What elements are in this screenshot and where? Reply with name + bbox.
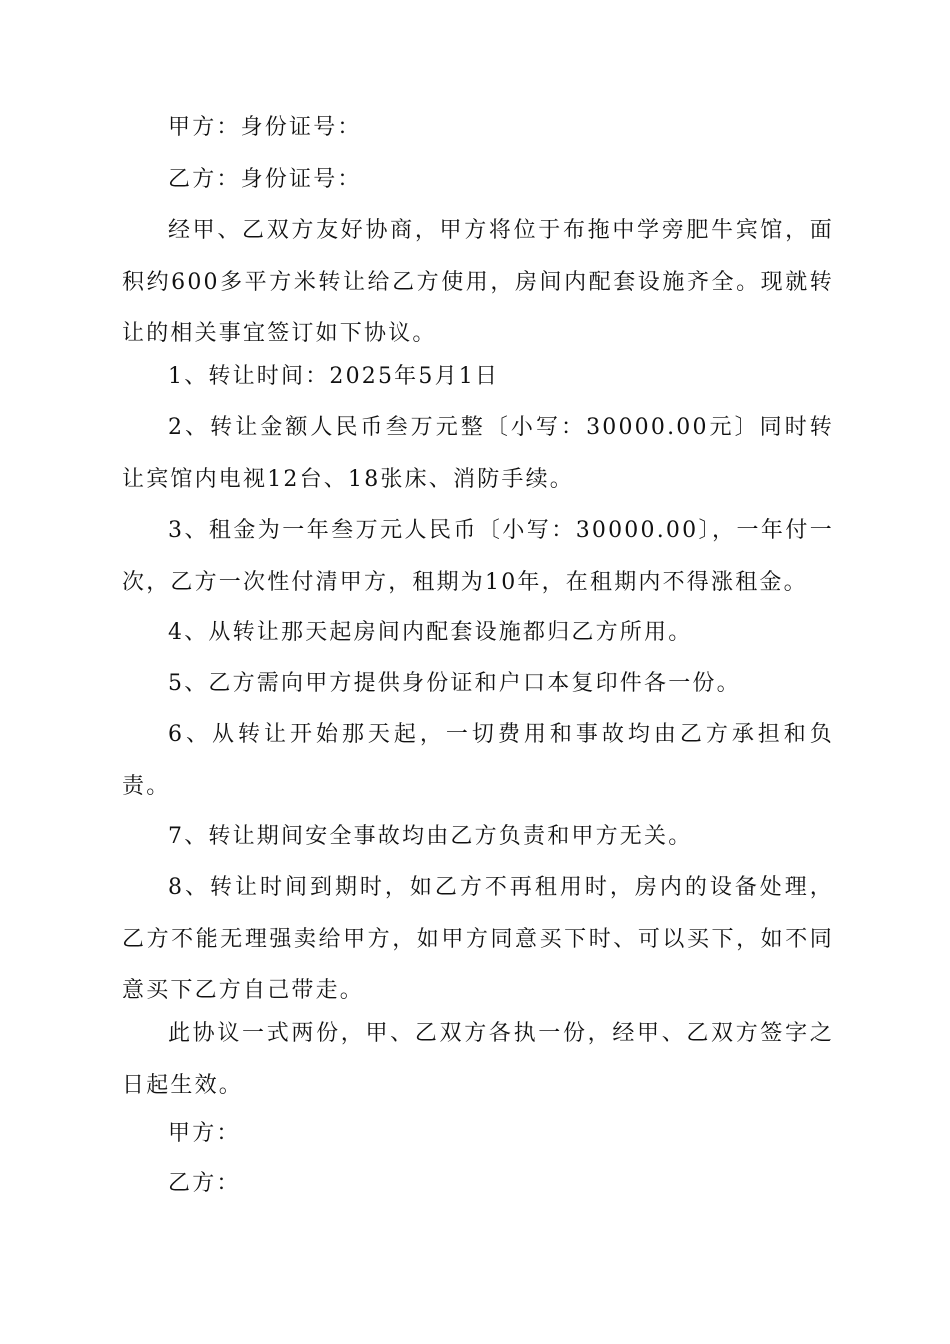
clause-1: 1、转让时间：2025年5月1日 [168, 364, 500, 389]
clause-3: 3、租金为一年叁万元人民币〔小写：30000.00〕，一年付一次，乙方一次性付清甲方，租期为10年，在租期内不得涨租金。 [122, 518, 834, 595]
closing-paragraph: 此协议一式两份，甲、乙双方各执一份，经甲、乙双方签字之日起生效。 [122, 1021, 834, 1098]
clause-8: 8、转让时间到期时，如乙方不再租用时，房内的设备处理，乙方不能无理强卖给甲方，如甲方同意买下时、可以买下，如不同意买下乙方自己带走。 [122, 875, 834, 1003]
clause-2: 2、转让金额人民币叁万元整〔小写：30000.00元〕同时转让宾馆内电视12台、18张床、消防手续。 [122, 415, 834, 492]
clause-7: 7、转让期间安全事故均由乙方负责和甲方无关。 [168, 824, 693, 849]
clause-4: 4、从转让那天起房间内配套设施都归乙方所用。 [168, 620, 693, 645]
intro-paragraph: 经甲、乙双方友好协商，甲方将位于布拖中学旁肥牛宾馆，面积约600多平方米转让给乙方使用，房间内配套设施齐全。现就转让的相关事宜签订如下协议。 [122, 218, 834, 346]
signature-party-b: 乙方： [168, 1171, 241, 1196]
party-b-id-line: 乙方：身份证号： [168, 167, 362, 192]
clause-6: 6、从转让开始那天起，一切费用和事故均由乙方承担和负责。 [122, 722, 834, 799]
signature-party-a: 甲方： [168, 1121, 241, 1146]
party-a-id-line: 甲方：身份证号： [168, 115, 362, 140]
clause-5: 5、乙方需向甲方提供身份证和户口本复印件各一份。 [168, 671, 741, 696]
